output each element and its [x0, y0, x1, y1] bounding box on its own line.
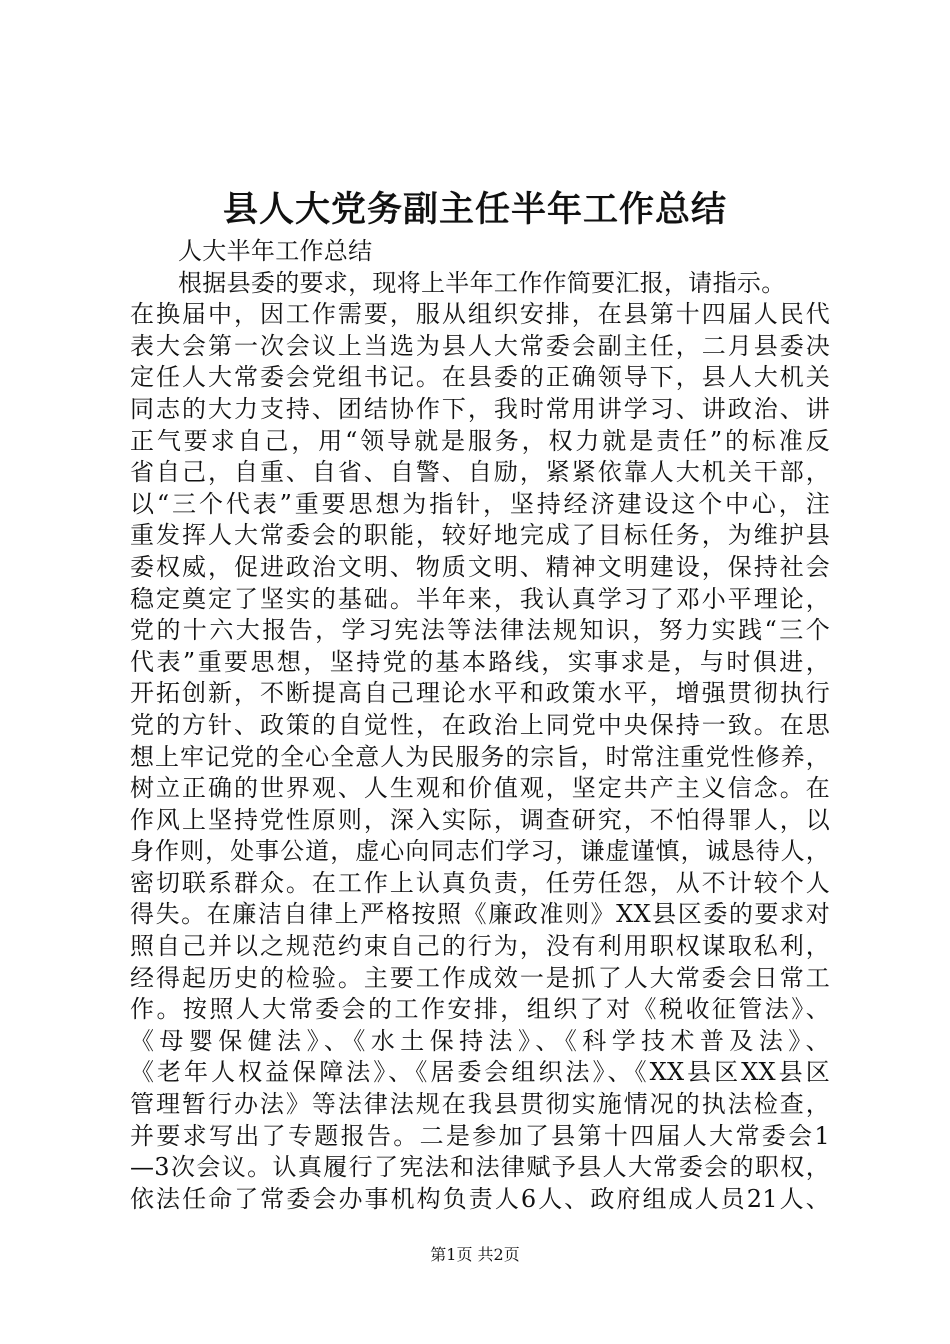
body-line: 在换届中，因工作需要，服从组织安排，在县第十四届人民代: [130, 300, 830, 329]
body-line: —3次会议。认真履行了宪法和法律赋予县人大常委会的职权，: [130, 1153, 830, 1182]
body-line: 表大会第一次会议上当选为县人大常委会副主任，二月县委决: [130, 331, 830, 360]
body-line: 依法任命了常委会办事机构负责人6人、政府组成人员21人、: [130, 1184, 830, 1213]
page-indicator: 第1页 共2页: [430, 1245, 520, 1264]
body-line: 正气要求自己，用“领导就是服务，权力就是责任”的标准反: [130, 426, 830, 455]
body-line: 根据县委的要求，现将上半年工作作简要汇报，请指示。: [178, 268, 786, 297]
body-line: 代表”重要思想，坚持党的基本路线，实事求是，与时俱进，: [130, 647, 830, 676]
document-title: 县人大党务副主任半年工作总结: [222, 189, 727, 230]
body-line: 党的十六大报告，学习宪法等法律法规知识，努力实践“三个: [130, 616, 830, 645]
body-line: 《老年人权益保障法》、《居委会组织法》、《XX县区XX县区: [130, 1058, 830, 1087]
body-line: 经得起历史的检验。主要工作成效一是抓了人大常委会日常工: [130, 963, 830, 992]
body-line: 开拓创新，不断提高自己理论水平和政策水平，增强贯彻执行: [130, 679, 830, 708]
body-line: 省自己，自重、自省、自警、自励，紧紧依靠人大机关干部，: [130, 458, 830, 487]
body-line: 照自己并以之规范约束自己的行为，没有利用职权谋取私利，: [130, 932, 830, 961]
body-line: 作风上坚持党性原则，深入实际，调查研究，不怕得罪人，以: [130, 805, 830, 834]
document-subtitle: 人大半年工作总结: [178, 237, 373, 265]
body-line: 定任人大常委会党组书记。在县委的正确领导下，县人大机关: [130, 363, 830, 392]
body-line: 党的方针、政策的自觉性，在政治上同党中央保持一致。在思: [130, 710, 830, 739]
body-line: 得失。在廉洁自律上严格按照《廉政准则》XX县区委的要求对: [130, 900, 830, 929]
body-line: 并要求写出了专题报告。二是参加了县第十四届人大常委会1: [130, 1121, 830, 1150]
body-line: 重发挥人大常委会的职能，较好地完成了目标任务，为维护县: [130, 521, 830, 550]
body-line: 想上牢记党的全心全意人为民服务的宗旨，时常注重党性修养，: [130, 742, 830, 771]
body-line: 委权威，促进政治文明、物质文明、精神文明建设，保持社会: [130, 552, 830, 581]
body-line: 同志的大力支持、团结协作下，我时常用讲学习、讲政治、讲: [130, 394, 830, 423]
body-line: 《母婴保健法》、《水土保持法》、《科学技术普及法》、: [130, 1026, 830, 1055]
body-line: 管理暂行办法》等法律法规在我县贯彻实施情况的执法检查，: [130, 1090, 830, 1119]
body-line: 以“三个代表”重要思想为指针，坚持经济建设这个中心，注: [130, 489, 830, 518]
body-line: 树立正确的世界观、人生观和价值观，坚定共产主义信念。在: [130, 774, 830, 803]
body-line: 稳定奠定了坚实的基础。半年来，我认真学习了邓小平理论，: [130, 584, 830, 613]
document-body: [130, 236, 830, 1215]
body-line: 作。按照人大常委会的工作安排，组织了对《税收征管法》、: [130, 995, 830, 1024]
body-line: 身作则，处事公道，虚心向同志们学习，谦虚谨慎，诚恳待人，: [130, 837, 830, 866]
body-line: 密切联系群众。在工作上认真负责，任劳任怨，从不计较个人: [130, 868, 830, 897]
